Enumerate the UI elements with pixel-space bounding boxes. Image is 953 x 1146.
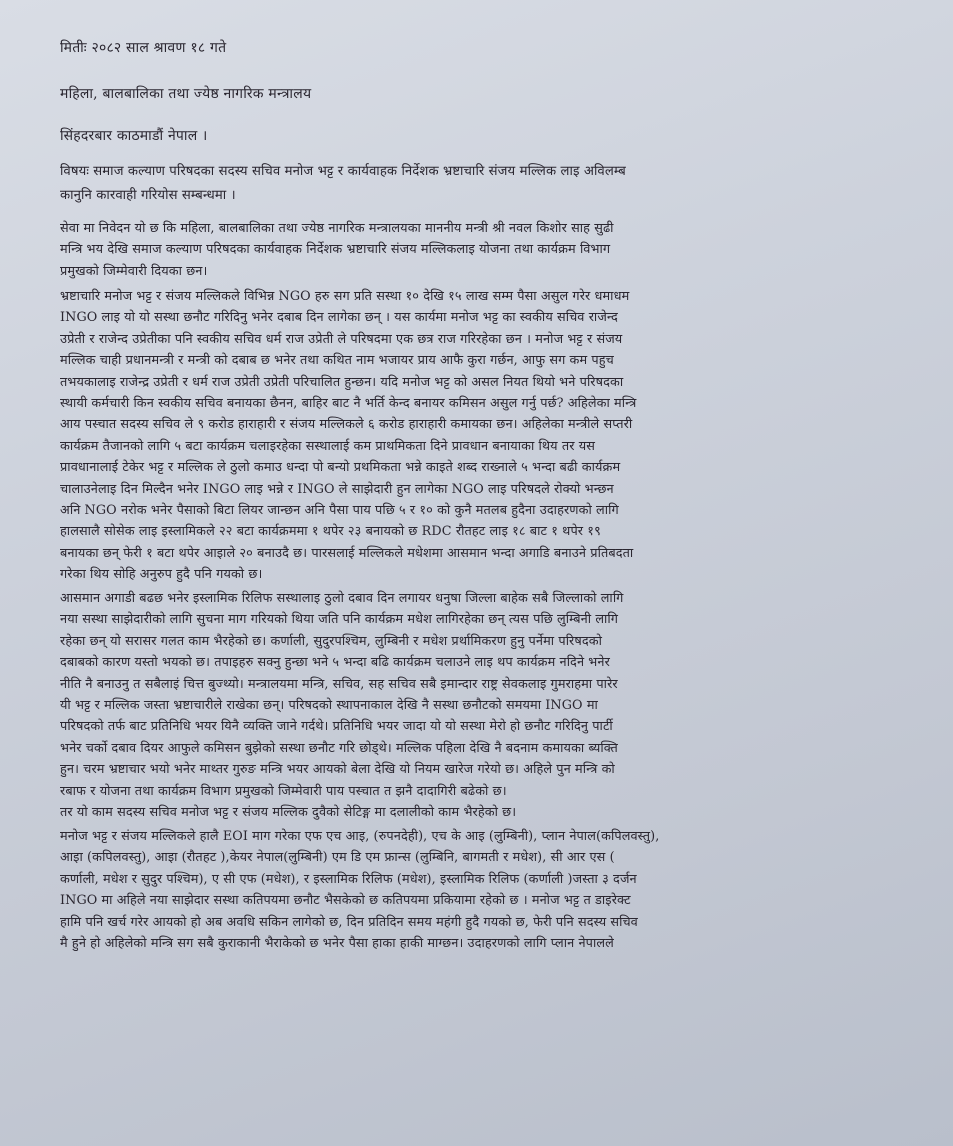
text-line: आइा (कपिलवस्तु), आइा (रौतहट ),केयर नेपाल(लुम्बिनी) एम डि एम फ्रान्स (लुम्बिनि, बागमती र मधेश), सी आर एस (: [60, 850, 615, 866]
letter-date: मितीः २०८२ साल श्रावण १८ गते: [60, 40, 227, 56]
text-line: हालसालै सोसेक लाइ इस्लामिकले २२ बटा कार्यक्रममा १ थपेर २३ बनायको छ RDC रौतहट लाइ १८ बाट १ थपेर १९: [60, 524, 601, 540]
text-line: मै हुने हो अहिलेको मन्त्रि सग सबै कुराकानी भैराकेको छ भनेर पैसा हाका हाकी माग्छन। उदाहरणको लागि प्लान नेपालले: [60, 936, 614, 952]
text-line: प्रमुखको जिम्मेवारी दियका छन।: [60, 263, 208, 279]
subject-block: [60, 160, 942, 208]
text-line: मन्त्रि भय देखि समाज कल्याण परिषदका कार्यवाहक निर्देशक भ्रष्टाचारि संजय मल्लिकलाइ योजना तथा कार्यक्रम विभाग: [60, 242, 611, 258]
text-line: भ्रष्टाचारि मनोज भट्ट र संजय मल्लिकले विभिन्न NGO हरु सग प्रति सस्था १० देखि १५ लाख सम्म पैसा असुल गरेर धमाधम: [60, 289, 630, 304]
text-line: आसमान अगाडी बढछ भनेर इस्लामिक रिलिफ सस्थालाइ ठुलो दबाव दिन लगायर धनुषा जिल्ला बाहेक सबै जिल्लाको लागि: [60, 591, 624, 606]
paragraph-3: [60, 588, 942, 823]
text-line: यी भट्ट र मल्लिक जस्ता भ्रष्टाचारीले राखेका छन्। परिषदको स्थापनाकाल देखि नै सस्था छनौटको समयमा INGO मा: [60, 698, 598, 714]
paragraph-4: [60, 826, 942, 954]
text-line: INGO मा अहिले नया साझेदार सस्था कतिपयमा छनौट भैसकेको छ कतिपयमा प्रकियामा रहेको छ । मनोज भट्ट त डाइरेक्ट: [60, 893, 631, 909]
text-line: INGO लाइ यो यो सस्था छनौट गरिदिनु भनेर दबाब दिन लागेका छन् । यस कार्यमा मनोज भट्ट का स्वकीय सचिव राजेन्द: [60, 310, 618, 326]
paragraph-2: [60, 286, 942, 586]
text-line: रहेका छन् यो सरासर गलत काम भैरहेको छ। कर्णाली, सुदुरपश्चिम, लुम्बिनी र मधेश प्रर्थामिकरण हुनु पर्नेमा परिषदको: [60, 633, 602, 649]
text-line: दबाबको कारण यस्तो भयको छ। तपाइहरु सक्नु हुन्छा भने ५ भन्दा बढि कार्यक्रम चलाउने लाइ थप कार्यक्रम नदिने भनेर: [60, 655, 610, 671]
text-line: भनेर चर्को दबाव दियर आफुले कमिसन बुझेको सस्था छनौट गरि छोड्थे। मल्लिक पहिला देखि नै बदनाम कमायका ब्यक्ति: [60, 740, 618, 756]
text-line: हामि पनि खर्च गरेर आयको हो अब अवधि सकिन लागेको छ, दिन प्रतिदिन समय महंगी हुदै गयको छ, फेरी पनि सदस्य सचिव: [60, 914, 638, 930]
text-line: सेवा मा निवेदन यो छ कि महिला, बालबालिका तथा ज्येष्ठ नागरिक मन्त्रालयका माननीय मन्त्री श्री नवल किशोर साह सुढी: [60, 221, 614, 236]
text-line: प्रावधानालाई टेकेर भट्ट र मल्लिक ले ठुलो कमाउ धन्दा पो बन्यो प्रथमिकता भन्ने काइते शब्द राख्नाले ५ भन्दा बढी कार्यक्रम: [60, 460, 621, 476]
text-line: उप्रेती र राजेन्द उप्रेतीका पनि स्वकीय सचिव धर्म राज उप्रेती ले परिषदमा एक छत्र राज गरिरहेका छन । मनोज भट्ट र संजय: [60, 331, 623, 347]
text-line: परिषदको तर्फ बाट प्रतिनिधि भयर यिनै व्यक्ति जाने गर्दथे। प्रतिनिधि भयर जादा यो यो सस्था मेरो हो छनौट गरिदिनु पार्टी: [60, 719, 613, 735]
text-line: हुन। चरम भ्रष्टाचार भयो भनेर माथ्तर गुरुङ मन्त्रि भयर आयको बेला देखि यो नियम खारेज गरेयो छ। अहिले पुन मन्त्रि को: [60, 762, 615, 778]
subject-line: विषयः समाज कल्याण परिषदका सदस्य सचिव मनोज भट्ट र कार्यवाहक निर्देशक भ्रष्टाचारि संजय मल्लिक लाइ अविलम्ब: [60, 164, 626, 179]
recipient-ministry: महिला, बालबालिका तथा ज्येष्ठ नागरिक मन्त्रालय: [60, 86, 312, 102]
text-line: तभयकालाइ राजेन्द्र उप्रेती र धर्म राज उप्रेती उप्रेती परिचालित हुन्छन। यदि मनोज भट्ट को असल नियत थियो भने परिषदका: [60, 374, 624, 390]
text-line: स्थायी कर्मचारी किन स्वकीय सचिव बनायका छैनन, बाहिर बाट नै भर्ति केन्द बनायर कमिसन असुल गर्नु पर्छ? अहिलेका मन्त्रि: [60, 396, 637, 412]
text-line: आय पस्चात सदस्य सचिव ले ९ करोड हाराहारी र संजय मल्लिकले ६ करोड हाराहारी कमायका छन। अहिलेका मन्त्रीले सप्तरी: [60, 417, 633, 433]
text-line: बनायका छन् फेरी १ बटा थपेर आइाले २० बनाउदै छ। पारसलाई मल्लिकले मधेशमा आसमान भन्दा अगाडि बनाउने प्रतिबदता: [60, 545, 634, 561]
text-line: नया सस्था साझेदारीको लागि सुचना माग गरियको थिया जति पनि कार्यक्रम मधेश लागिरहेका छन् त्यस पछि लुम्बिनी लागि: [60, 612, 619, 628]
recipient-address: सिंहदरबार काठमाडौं नेपाल ।: [60, 128, 208, 144]
text-line: मल्लिक चाही प्रधानमन्त्री र मन्त्री को दबाब छ भनेर तथा कथित नाम भजायर प्राय आफै कुरा गर्छन, आफु सग कम पहुच: [60, 353, 614, 369]
text-line: मनोज भट्ट र संजय मल्लिकले हालै EOI माग गरेका एफ एच आइ, (रुपनदेही), एच के आइ (लुम्बिनी), प्लान नेपाल(कपिलवस्तु),: [60, 829, 660, 844]
text-line: गरेका थिय सोहि अनुरुप हुदै पनि गयको छ।: [60, 567, 263, 583]
text-line: चालाउनेलाइ दिन मिल्दैन भनेर INGO लाइ भन्ने र INGO ले साझेदारी हुन लागेका NGO लाइ परिषदले रोक्यो भन्छन: [60, 481, 614, 497]
text-line: नीति नै बनाउनु त सबैलाइं चित्त बुज्थ्यो। मन्त्रालयमा मन्त्रि, सचिव, सह सचिव सबै इमान्दार राष्ट्र सेवकलाइ गुमराहमा पारेर: [60, 676, 618, 692]
subject-line: कानुनि कारवाही गरियोस सम्बन्धमा ।: [60, 188, 236, 203]
paragraph-1: [60, 218, 942, 282]
text-line: अनि NGO नरोक भनेर पैसाको बिटा लियर जान्छन अनि पैसा पाय पछि ५ र १० को कुनै मतलब हुदैना उदाहरणको लागि: [60, 503, 619, 519]
text-line: कर्णाली, मधेश र सुदुर पश्चिम), ए सी एफ (मधेश), र इस्लामिक रिलिफ (मधेश), इस्लामिक रिलिफ (कर्णाली )जस्ता ३ दर्जन: [60, 871, 637, 887]
text-line: रबाफ र योजना तथा कार्यक्रम विभाग प्रमुखको जिम्मेवारी पाय पस्चात त झनै दादागिरी बढेको छ।: [60, 783, 507, 799]
text-line: कार्यक्रम तैजानको लागि ५ बटा कार्यक्रम चलाइरहेका सस्थालाई कम प्राथमिकता दिने प्रावधान बनायाका थिय तर यस: [60, 438, 595, 454]
text-line: तर यो काम सदस्य सचिव मनोज भट्ट र संजय मल्लिक दुवैको सेटिङ्ग मा दलालीको काम भैरहेको छ।: [60, 805, 517, 821]
